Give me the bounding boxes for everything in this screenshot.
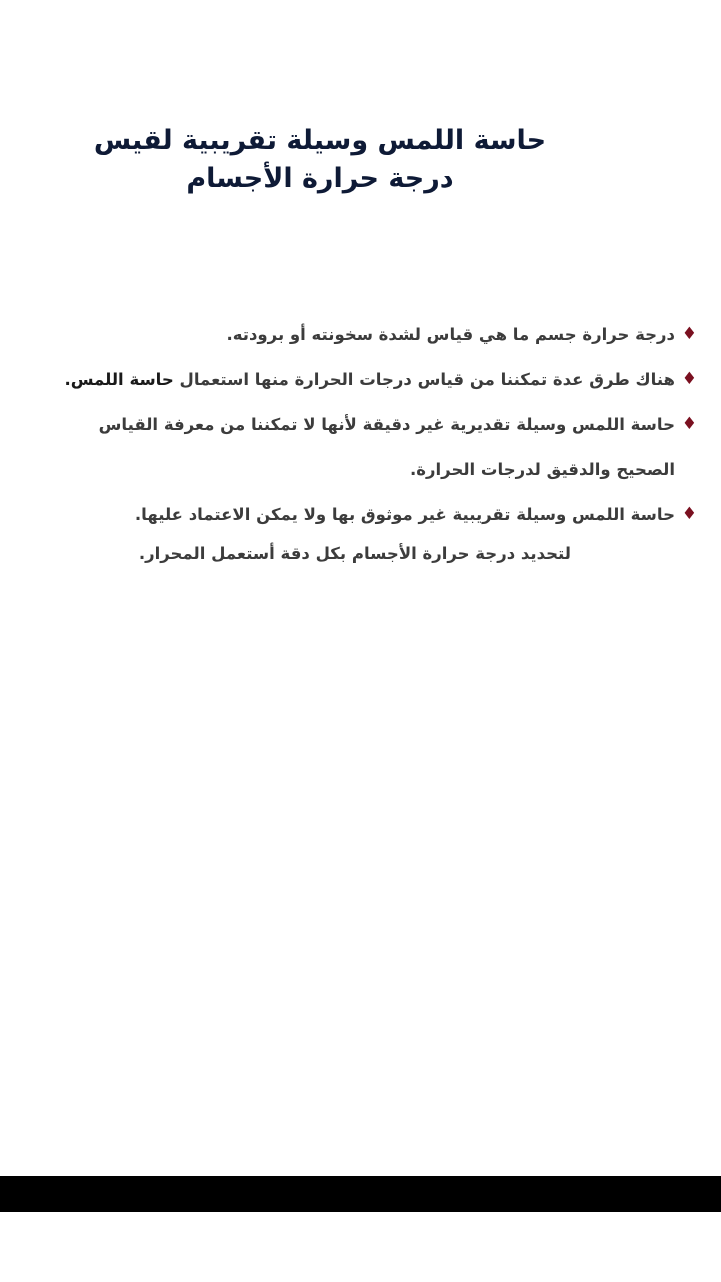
title-line-2: درجة حرارة الأجسام	[186, 163, 454, 194]
diamond-bullet-icon: ♦	[681, 414, 697, 434]
diamond-bullet-icon: ♦	[681, 324, 697, 344]
list-item-text: حاسة اللمس وسيلة تقديرية غير دقيقة لأنها لا تمكننا من معرفة القياس	[98, 415, 675, 434]
list-item	[40, 312, 697, 357]
diamond-bullet-icon: ♦	[681, 369, 697, 389]
list-item	[40, 357, 697, 402]
list-item	[40, 402, 697, 492]
conclusion-note: لتحديد درجة حرارة الأجسام بكل دقة أستعمل المحرار.	[138, 544, 571, 563]
footer-bar	[0, 1176, 721, 1212]
list-item-text: هناك طرق عدة تمكننا من قياس درجات الحرارة منها استعمال	[179, 370, 675, 389]
page-title	[60, 122, 580, 198]
bullet-list	[40, 312, 697, 537]
diamond-bullet-icon: ♦	[681, 504, 697, 524]
list-item-emphasis: حاسة اللمس.	[64, 370, 174, 389]
list-item-text: درجة حرارة جسم ما هي قياس لشدة سخونته أو برودته.	[226, 325, 675, 344]
list-item-continuation: الصحيح والدقيق لدرجات الحرارة.	[410, 460, 675, 479]
list-item-text: حاسة اللمس وسيلة تقريبية غير موثوق بها ولا يمكن الاعتماد عليها.	[134, 505, 675, 524]
title-line-1: حاسة اللمس وسيلة تقريبية لقيس	[93, 125, 547, 156]
